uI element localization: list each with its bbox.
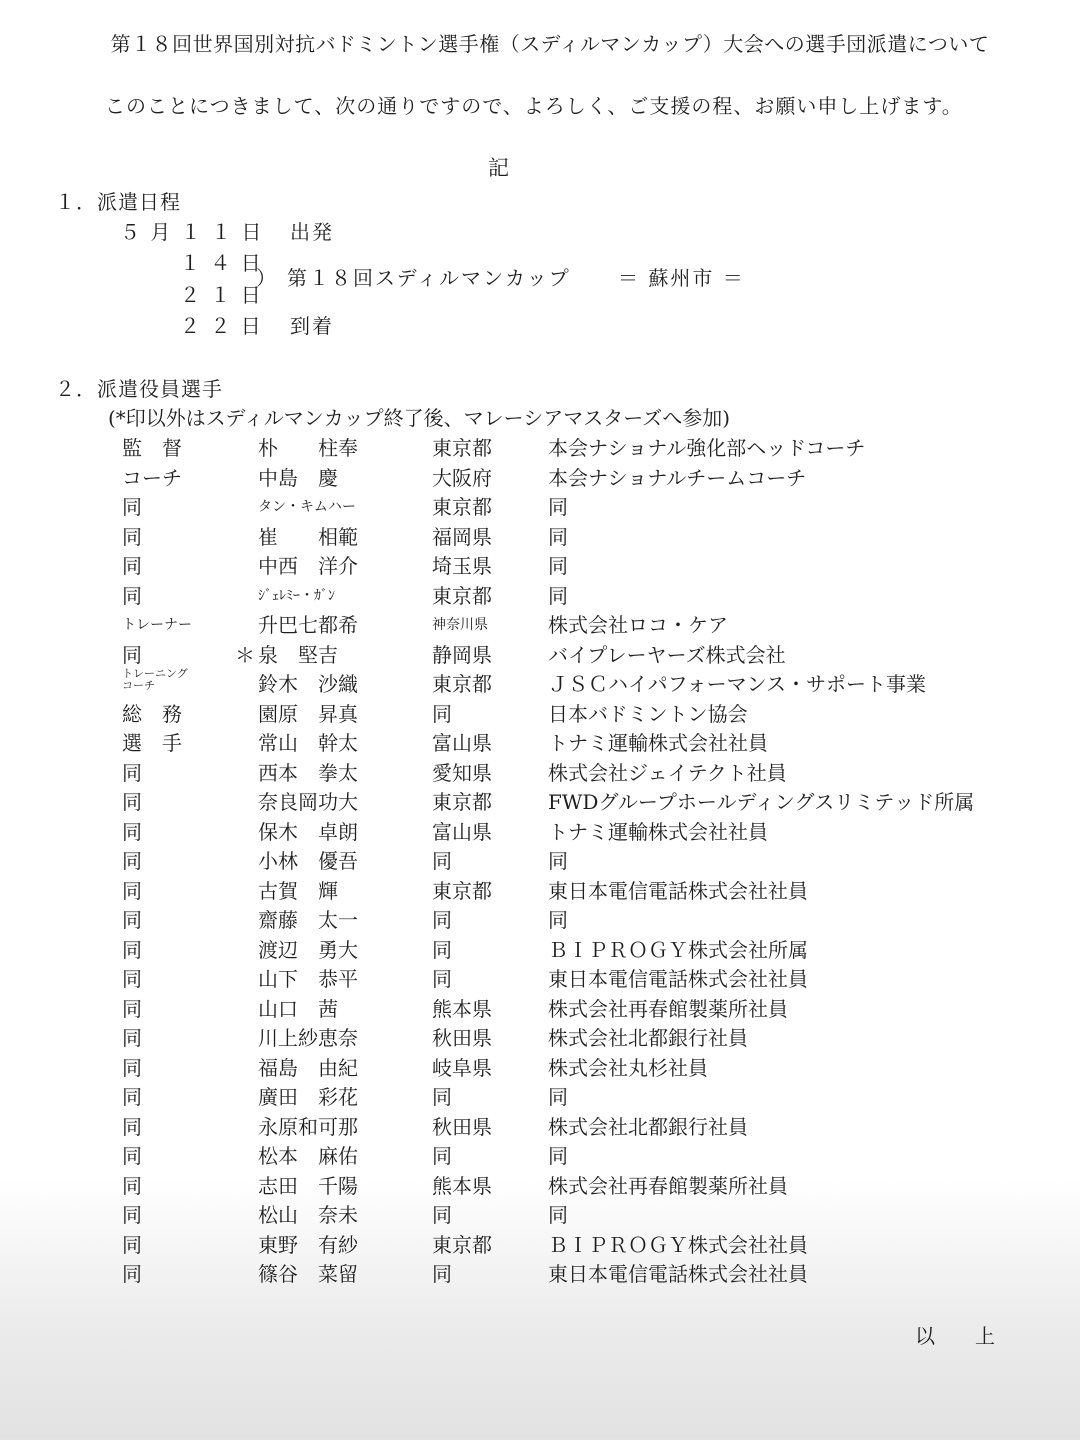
member-role: 同 (122, 1173, 142, 1198)
member-affiliation: 株式会社丸杉社員 (548, 1055, 708, 1080)
member-name: 園原 昇真 (258, 701, 358, 726)
member-row (0, 523, 1080, 551)
member-role: 同 (122, 878, 142, 903)
member-name: 中島 慶 (258, 465, 338, 490)
member-name: 升巴七都希 (258, 613, 358, 637)
intro-text: このことにつきまして、次の通りですので、よろしく、ご支援の程、お願い申し上げます。 (105, 94, 963, 118)
member-prefecture: 同 (432, 908, 452, 932)
member-prefecture: 東京都 (432, 583, 492, 608)
member-prefecture: 東京都 (432, 495, 492, 519)
member-role: 同 (122, 583, 142, 608)
member-affiliation: ＢＩＰＲＯＧＹ株式会社所属 (548, 937, 808, 962)
member-row (0, 1260, 1080, 1288)
section2-note: (*印以外はスディルマンカップ終了後、マレーシアマスターズへ参加) (108, 406, 731, 430)
member-mark: ＊ (235, 642, 255, 667)
member-row (0, 641, 1080, 669)
member-role: 総 務 (122, 701, 182, 726)
member-affiliation: 本会ナショナルチームコーチ (548, 465, 807, 490)
member-prefecture: 秋田県 (432, 1114, 492, 1139)
member-role: コーチ (122, 465, 182, 490)
member-row (0, 700, 1080, 728)
member-role: 選 手 (122, 731, 182, 755)
member-name: 小林 優吾 (258, 849, 358, 873)
member-row (0, 818, 1080, 846)
member-role: 同 (122, 819, 142, 844)
member-prefecture: 同 (432, 849, 452, 873)
member-name: 廣田 彩花 (258, 1085, 358, 1109)
member-affiliation: 株式会社北都銀行社員 (548, 1114, 748, 1139)
member-affiliation: 同 (548, 1203, 568, 1227)
member-row (0, 493, 1080, 521)
member-row (0, 1083, 1080, 1111)
schedule-date: ２ ２ 日 (180, 314, 263, 338)
member-name: 川上紗恵奈 (258, 1026, 358, 1050)
member-affiliation: 東日本電信電話株式会社社員 (548, 878, 808, 903)
member-role: 同 (122, 524, 142, 549)
member-row (0, 965, 1080, 993)
member-affiliation: FWDグループホールディングスリミテッド所属 (548, 790, 975, 814)
member-name: 崔 相範 (258, 524, 358, 549)
member-role: 同 (122, 642, 142, 667)
member-row (0, 1142, 1080, 1170)
schedule-date: １ ４ 日 (180, 251, 263, 275)
member-prefecture: 熊本県 (432, 1173, 492, 1198)
member-name: 渡辺 勇大 (258, 937, 358, 962)
member-role: 同 (122, 790, 142, 814)
member-prefecture: 東京都 (432, 672, 492, 696)
member-prefecture: 同 (432, 1203, 452, 1227)
member-name: 泉 堅吉 (258, 642, 338, 667)
member-row (0, 582, 1080, 610)
member-name: 齋藤 太一 (258, 908, 358, 932)
member-row (0, 1172, 1080, 1200)
member-affiliation: 東日本電信電話株式会社社員 (548, 967, 808, 991)
member-prefecture: 同 (432, 967, 452, 991)
member-name: タン・キムハー (258, 499, 356, 515)
member-name: 古賀 輝 (258, 878, 338, 903)
member-name: 東野 有紗 (258, 1232, 358, 1257)
member-role: 同 (122, 760, 142, 785)
member-role: 同 (122, 1055, 142, 1080)
member-affiliation: 東日本電信電話株式会社社員 (548, 1262, 808, 1286)
member-prefecture: 同 (432, 701, 452, 726)
member-row (0, 1024, 1080, 1052)
member-row (0, 552, 1080, 580)
member-affiliation: 株式会社北都銀行社員 (548, 1026, 748, 1050)
schedule-date: ２ １ 日 (180, 283, 263, 307)
member-role: 同 (122, 495, 142, 519)
member-prefecture: 神奈川県 (432, 617, 488, 633)
document-title: 第１８回世界国別対抗バドミントン選手権（スディルマンカップ）大会への選手団派遣について (110, 32, 990, 56)
member-role: 監 督 (122, 436, 182, 460)
member-prefecture: 同 (432, 1085, 452, 1109)
member-prefecture: 岐阜県 (432, 1055, 492, 1080)
cup-event: 第１８回スディルマンカップ (287, 266, 571, 290)
member-name: 永原和可那 (258, 1114, 358, 1139)
member-name: 篠谷 菜留 (258, 1262, 358, 1286)
member-role: 同 (122, 1085, 142, 1109)
member-role: 同 (122, 1232, 142, 1257)
member-role: 同 (122, 1026, 142, 1050)
member-affiliation: 同 (548, 1085, 568, 1109)
member-prefecture: 同 (432, 1262, 452, 1286)
member-row (0, 995, 1080, 1023)
member-affiliation: 株式会社再春館製薬所社員 (548, 1173, 788, 1198)
schedule-event: 出発 (290, 220, 334, 244)
member-row (0, 434, 1080, 462)
member-role (122, 668, 188, 696)
member-prefecture: 同 (432, 1144, 452, 1168)
member-row (0, 759, 1080, 787)
member-prefecture: 東京都 (432, 878, 492, 903)
member-role: 同 (122, 1114, 142, 1139)
member-row (0, 1113, 1080, 1141)
member-prefecture: 富山県 (432, 731, 492, 755)
section1-heading: １．派遣日程 (55, 190, 181, 214)
member-affiliation: 株式会社再春館製薬所社員 (548, 996, 788, 1021)
member-prefecture: 静岡県 (432, 642, 492, 667)
member-prefecture: 福岡県 (432, 524, 492, 549)
member-role: 同 (122, 849, 142, 873)
member-affiliation: バイプレーヤーズ株式会社 (548, 642, 786, 667)
member-name: 福島 由紀 (258, 1055, 358, 1080)
member-prefecture: 同 (432, 937, 452, 962)
member-role: 同 (122, 1262, 142, 1286)
section2-heading: ２．派遣役員選手 (55, 377, 223, 401)
member-row (0, 667, 1080, 698)
member-name: 常山 幹太 (258, 731, 358, 755)
member-name: 西本 拳太 (258, 760, 358, 785)
member-role: 同 (122, 1203, 142, 1227)
member-prefecture: 熊本県 (432, 996, 492, 1021)
member-affiliation: 同 (548, 495, 568, 519)
member-row (0, 611, 1080, 639)
role-line: トレーニング (122, 667, 188, 680)
member-row (0, 847, 1080, 875)
member-affiliation: 同 (548, 1144, 568, 1168)
member-name: 山口 茜 (258, 996, 338, 1021)
ki-marker: 記 (488, 156, 509, 180)
member-affiliation: トナミ運輸株式会社社員 (548, 819, 768, 844)
member-role: 同 (122, 554, 142, 578)
member-row (0, 1201, 1080, 1229)
event-location: ＝ 蘇州市 ＝ (618, 266, 745, 290)
member-row (0, 936, 1080, 964)
member-row (0, 788, 1080, 816)
member-row (0, 464, 1080, 492)
schedule-bracket: ） (256, 266, 276, 290)
member-affiliation: 同 (548, 849, 568, 873)
member-affiliation: ＢＩＰＲＯＧＹ株式会社社員 (548, 1232, 808, 1257)
member-affiliation: 同 (548, 583, 568, 608)
member-row (0, 877, 1080, 905)
member-affiliation: 同 (548, 554, 568, 578)
member-prefecture: 埼玉県 (432, 554, 492, 578)
member-prefecture: 東京都 (432, 790, 492, 814)
member-name: 松山 奈未 (258, 1203, 358, 1227)
closing-text: 以 上 (915, 1324, 995, 1348)
member-affiliation: 株式会社ジェイテクト社員 (548, 760, 787, 785)
schedule-date: ５ 月 １ １ 日 (120, 220, 264, 244)
member-name: 中西 洋介 (258, 554, 358, 578)
member-name: 奈良岡功大 (258, 790, 358, 814)
member-prefecture: 愛知県 (432, 760, 492, 785)
member-affiliation: 株式会社ロコ・ケア (548, 613, 728, 637)
member-role: 同 (122, 908, 142, 932)
member-role: 同 (122, 1144, 142, 1168)
member-name: 志田 千陽 (258, 1173, 358, 1198)
member-row (0, 1231, 1080, 1259)
member-row (0, 729, 1080, 757)
member-role: 同 (122, 996, 142, 1021)
member-prefecture: 富山県 (432, 819, 492, 844)
member-name: 保木 卓朗 (258, 819, 358, 844)
member-prefecture: 東京都 (432, 1232, 492, 1257)
member-role: トレーナー (122, 617, 192, 633)
member-row (0, 906, 1080, 934)
member-row (0, 1054, 1080, 1082)
member-role: 同 (122, 967, 142, 991)
member-name: 朴 柱奉 (258, 436, 358, 460)
member-name: 鈴木 沙織 (258, 672, 358, 696)
schedule-event: 到着 (290, 314, 334, 338)
member-affiliation: ＪＳＣハイパフォーマンス・サポート事業 (548, 672, 926, 696)
member-affiliation: 同 (548, 524, 568, 549)
member-prefecture: 秋田県 (432, 1026, 492, 1050)
member-prefecture: 大阪府 (432, 465, 492, 490)
member-prefecture: 東京都 (432, 436, 492, 460)
member-name: 松本 麻佑 (258, 1144, 358, 1168)
member-affiliation: トナミ運輸株式会社社員 (548, 731, 768, 755)
member-affiliation: 同 (548, 908, 568, 932)
role-line: コーチ (122, 679, 155, 692)
member-role: 同 (122, 937, 142, 962)
member-name: ｼﾞｪﾚﾐｰ・ｶﾞﾝ (258, 587, 335, 604)
member-name: 山下 恭平 (258, 967, 358, 991)
member-affiliation: 日本バドミントン協会 (548, 701, 748, 726)
member-affiliation: 本会ナショナル強化部ヘッドコーチ (548, 436, 866, 460)
